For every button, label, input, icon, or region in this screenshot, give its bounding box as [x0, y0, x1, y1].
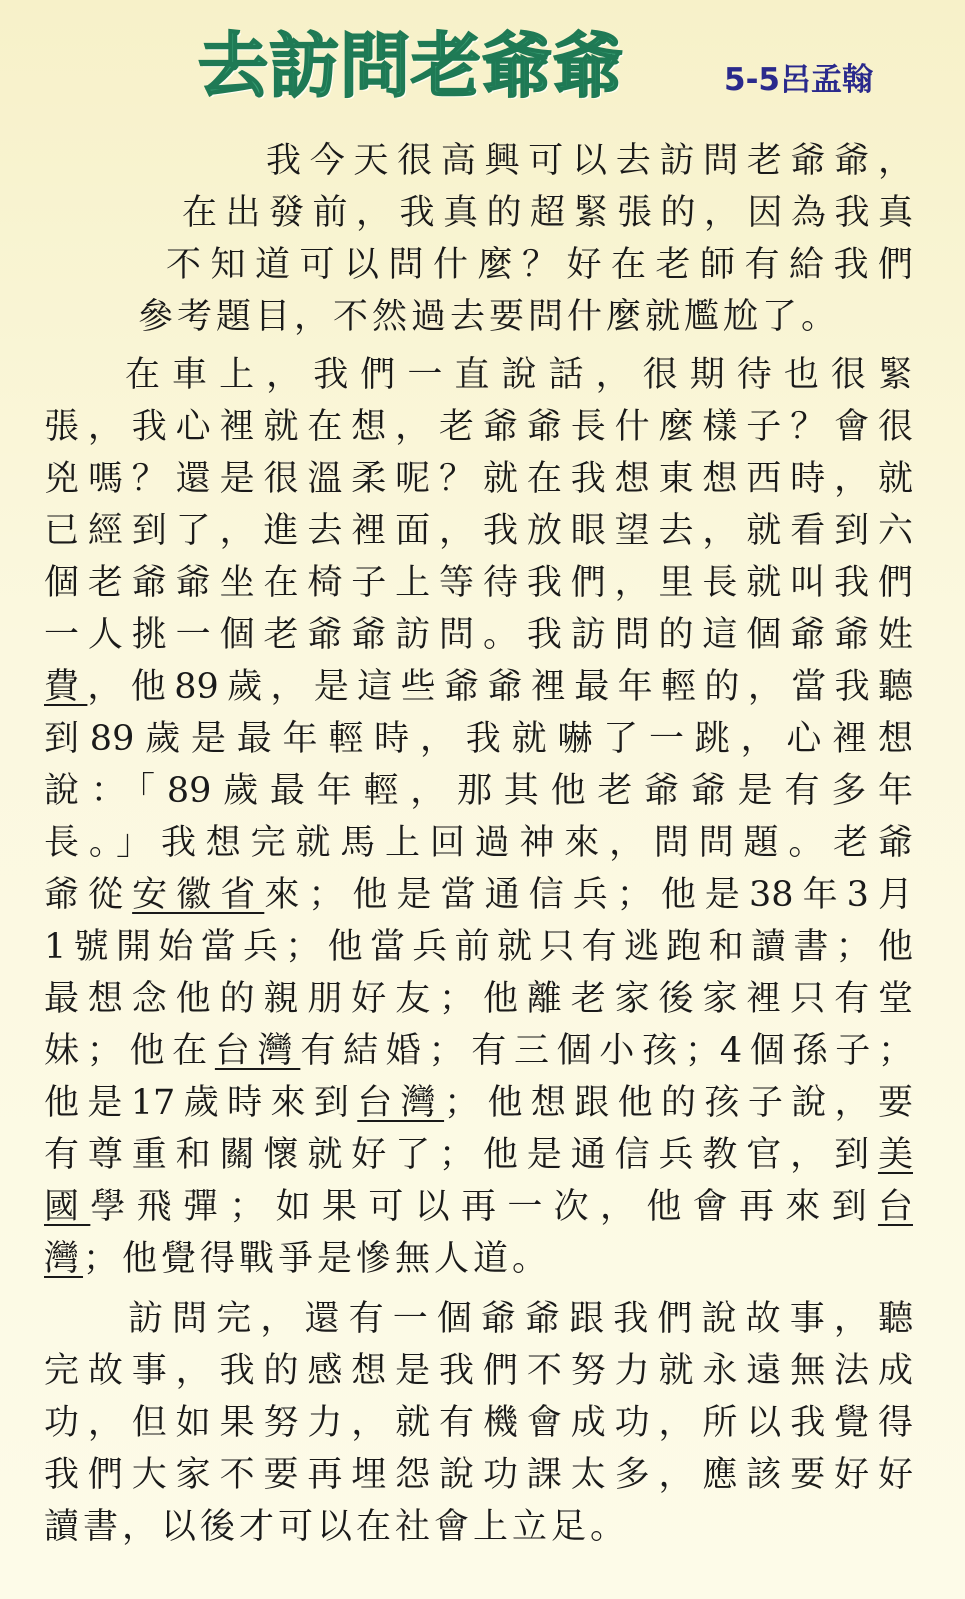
text-segment: 學飛彈；如果可以再一次，他會再來到 [90, 1187, 878, 1227]
text-segment: ；他覺得戰爭是慘無人道。 [83, 1239, 552, 1279]
text-line [44, 1180, 913, 1234]
text-segment: 兇嗎？還是很溫柔呢？就在我想東想西時，就 [44, 459, 913, 499]
text-segment: 最想念他的親朋好友；他離老家後家裡只有堂 [44, 979, 913, 1019]
text-segment: 在出發前，我真的超緊張的，因為我真 [182, 193, 913, 233]
underlined-name: 國 [44, 1187, 91, 1227]
underlined-name: 灣 [44, 1239, 84, 1279]
text-line [166, 238, 913, 292]
text-segment: 完故事，我的感想是我們不努力就永遠無法成 [44, 1351, 913, 1391]
text-line [44, 920, 913, 974]
text-line [44, 1500, 629, 1554]
text-segment: ；他想跟他的孩子說，要 [444, 1083, 913, 1123]
text-segment: 訪問完，還有一個爺爺跟我們說故事，聽 [128, 1299, 913, 1339]
text-segment: 長。」我想完就馬上回過神來，問問題。老爺 [44, 823, 913, 863]
text-segment: 來；他是當通信兵；他是38年3月 [264, 875, 913, 915]
text-line [44, 764, 913, 818]
text-segment: 一人挑一個老爺爺訪問。我訪問的這個爺爺姓 [44, 615, 913, 655]
text-segment: 有尊重和關懷就好了；他是通信兵教官，到 [44, 1135, 878, 1175]
text-segment: 我今天很高興可以去訪問老爺爺， [266, 141, 913, 181]
text-line [44, 972, 913, 1026]
text-line [266, 134, 913, 188]
text-line [44, 1396, 913, 1450]
text-line [125, 348, 913, 402]
text-line [44, 504, 913, 558]
text-line [182, 186, 913, 240]
text-segment: 張，我心裡就在想，老爺爺長什麼樣子？會很 [44, 407, 913, 447]
text-line [44, 400, 913, 454]
underlined-name: 台 [877, 1187, 913, 1227]
text-segment: 個老爺爺坐在椅子上等待我們，里長就叫我們 [44, 563, 913, 603]
text-segment: 有結婚；有三個小孩；4個孫子； [300, 1031, 913, 1071]
text-line [138, 290, 840, 344]
text-segment: 妹；他在 [44, 1031, 215, 1071]
underlined-name: 費 [44, 667, 88, 707]
text-segment: 他是17歲時來到 [44, 1083, 358, 1123]
underlined-name: 美 [877, 1135, 913, 1175]
text-segment: 不知道可以問什麼？好在老師有給我們 [166, 245, 913, 285]
text-line [44, 556, 913, 610]
text-segment: 爺從 [44, 875, 133, 915]
underlined-name: 台灣 [357, 1083, 445, 1123]
text-line [44, 1448, 913, 1502]
text-line [128, 1292, 913, 1346]
text-segment: 我們大家不要再埋怨說功課太多，應該要好好 [44, 1455, 913, 1495]
author-byline: 5-5呂孟翰 [724, 62, 874, 98]
text-line [44, 660, 913, 714]
text-segment: 1號開始當兵；他當兵前就只有逃跑和讀書；他 [44, 927, 913, 967]
text-segment: 說：「89歲最年輕，那其他老爺爺是有多年 [44, 771, 913, 811]
text-segment: 已經到了，進去裡面，我放眼望去，就看到六 [44, 511, 913, 551]
text-line [44, 816, 913, 870]
text-line [44, 1024, 913, 1078]
text-line [44, 608, 913, 662]
text-segment: 到89歲是最年輕時，我就嚇了一跳，心裡想 [44, 719, 913, 759]
text-segment: 參考題目，不然過去要問什麼就尷尬了。 [138, 297, 841, 337]
text-line [44, 1128, 913, 1182]
text-segment: 功，但如果努力，就有機會成功，所以我覺得 [44, 1403, 913, 1443]
underlined-name: 安徽省 [132, 875, 265, 915]
article-title: 去訪問老爺爺 [198, 25, 624, 107]
text-line [44, 1232, 551, 1286]
text-line [44, 452, 913, 506]
text-segment: 在車上，我們一直說話，很期待也很緊 [125, 355, 913, 395]
text-line [44, 712, 913, 766]
text-segment: ，他89歲，是這些爺爺裡最年輕的，當我聽 [87, 667, 913, 707]
text-line [44, 1344, 913, 1398]
text-line [44, 1076, 913, 1130]
text-segment: 讀書，以後才可以在社會上立足。 [44, 1507, 630, 1547]
underlined-name: 台灣 [214, 1031, 301, 1071]
text-line [44, 868, 913, 922]
